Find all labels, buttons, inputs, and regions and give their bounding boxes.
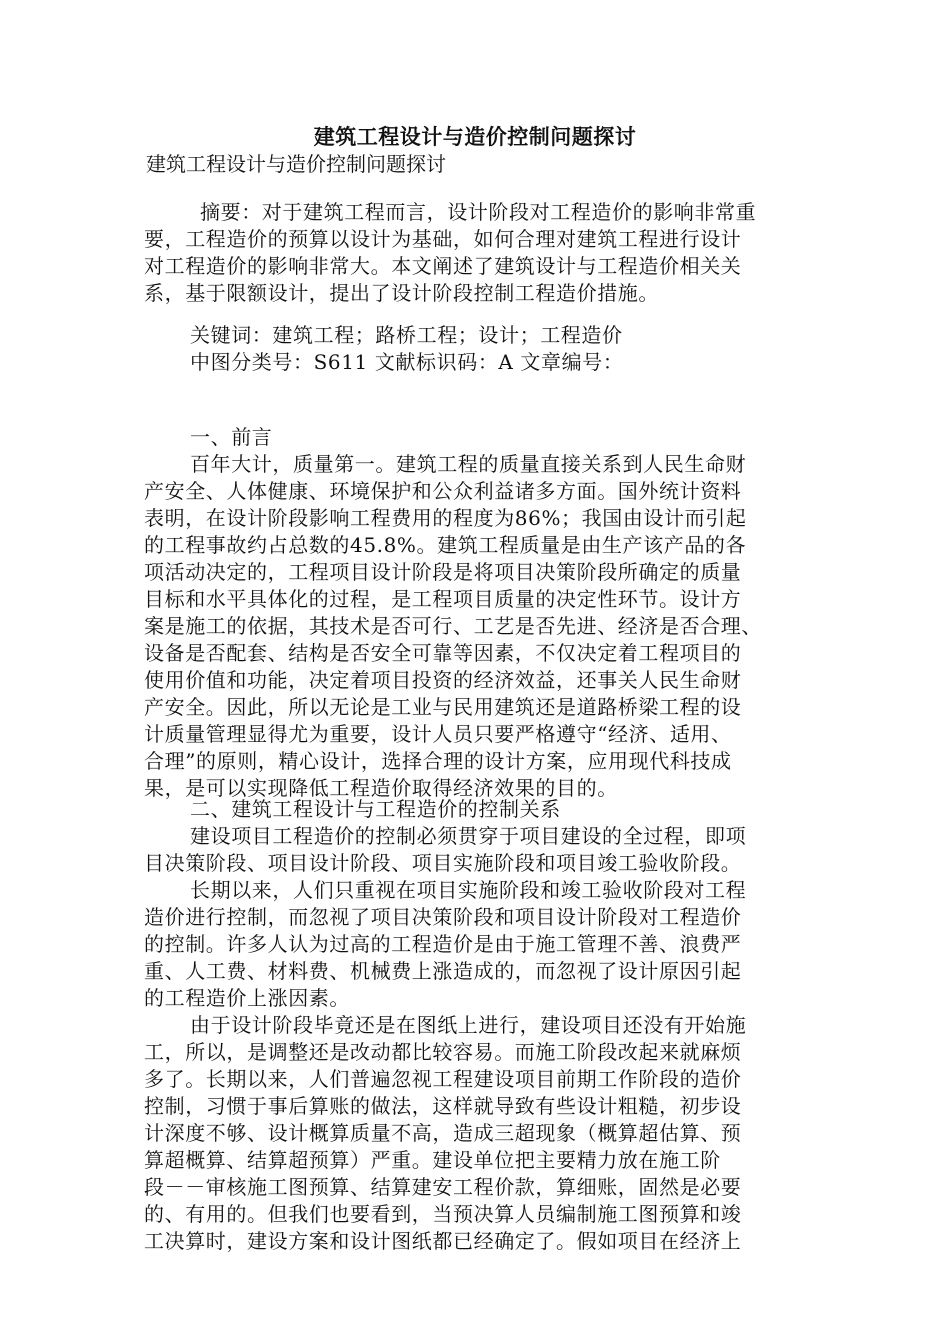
abstract	[144, 199, 806, 307]
paragraph-line: 设备是否配套、结构是否安全可靠等因素，不仅决定着工程项目的	[144, 641, 742, 665]
document-title: 建筑工程设计与造价控制问题探讨	[313, 124, 637, 149]
abstract-line: 对工程造价的影响非常大。本文阐述了建筑设计与工程造价相关关	[144, 254, 742, 278]
paragraph-line: 合理”的原则，精心设计，选择合理的设计方案，应用现代科技成	[144, 749, 732, 773]
paragraph-line: 果，是可以实现降低工程造价取得经济效果的目的。	[144, 776, 618, 800]
abstract-line: 系，基于限额设计，提出了设计阶段控制工程造价措施。	[144, 281, 659, 305]
paragraph-line: 百年大计，质量第一。建筑工程的质量直接关系到人民生命财	[190, 452, 747, 476]
paragraph-line: 产安全、人体健康、环境保护和公众利益诸多方面。国外统计资料	[144, 479, 742, 503]
paragraph-line: 案是施工的依据，其技术是否可行、工艺是否先进、经济是否合理、	[144, 614, 762, 638]
paragraph-line: 产安全。因此，所以无论是工业与民用建筑还是道路桥梁工程的设	[144, 695, 742, 719]
paragraph-line: 控制，习惯于事后算账的做法，这样就导致有些设计粗糙，初步设	[144, 1094, 742, 1118]
paragraph-line: 的、有用的。但我们也要看到，当预决算人员编制施工图预算和竣	[144, 1202, 742, 1226]
paragraph-line: 由于设计阶段毕竟还是在图纸上进行，建设项目还没有开始施	[190, 1013, 747, 1037]
paragraph-line: 造价进行控制，而忽视了项目决策阶段和项目设计阶段对工程造价	[144, 905, 742, 929]
paragraph-line: 工，所以，是调整还是改动都比较容易。而施工阶段改起来就麻烦	[144, 1040, 742, 1064]
keywords: 关键词：建筑工程；路桥工程；设计；工程造价	[190, 323, 623, 347]
paragraph-line: 目决策阶段、项目设计阶段、项目实施阶段和项目竣工验收阶段。	[144, 851, 742, 875]
paragraph-line: 多了。长期以来，人们普遍忽视工程建设项目前期工作阶段的造价	[144, 1067, 742, 1091]
paragraph-line: 算超概算、结算超预算）严重。建设单位把主要精力放在施工阶	[144, 1148, 721, 1172]
metadata-block	[144, 322, 806, 376]
paragraph-line: 项活动决定的，工程项目设计阶段是将项目决策阶段所确定的质量	[144, 560, 742, 584]
paragraph-line: 重、人工费、材料费、机械费上涨造成的，而忽视了设计原因引起	[144, 959, 742, 983]
paragraph-line: 计深度不够、设计概算质量不高，造成三超现象（概算超估算、预	[144, 1121, 742, 1145]
section-design-cost-relation	[144, 796, 806, 1255]
paragraph-line: 的工程事故约占总数的45.8%。建筑工程质量是由生产该产品的各	[144, 533, 747, 557]
paragraph-line: 的工程造价上涨因素。	[144, 986, 350, 1010]
classification-info: 中图分类号：S611 文献标识码：A 文章编号：	[190, 350, 624, 374]
paragraph-line: 表明，在设计阶段影响工程费用的程度为86%；我国由设计而引起	[144, 506, 747, 530]
paragraph-line: 计质量管理显得尤为重要，设计人员只要严格遵守“经济、适用、	[144, 722, 732, 746]
abstract-line: 摘要：对于建筑工程而言，设计阶段对工程造价的影响非常重	[200, 200, 757, 224]
paragraph-line: 使用价值和功能，决定着项目投资的经济效益，还事关人民生命财	[144, 668, 742, 692]
paragraph-line: 目标和水平具体化的过程，是工程项目质量的决定性环节。设计方	[144, 587, 742, 611]
paragraph-line: 长期以来，人们只重视在项目实施阶段和竣工验收阶段对工程	[190, 878, 747, 902]
abstract-line: 要，工程造价的预算以设计为基础，如何合理对建筑工程进行设计	[144, 227, 742, 251]
section-heading: 二、建筑工程设计与工程造价的控制关系	[190, 797, 561, 821]
section-heading: 一、前言	[190, 425, 273, 449]
paragraph-line: 的控制。许多人认为过高的工程造价是由于施工管理不善、浪费严	[144, 932, 742, 956]
document-subtitle: 建筑工程设计与造价控制问题探讨	[146, 152, 446, 176]
section-introduction	[144, 424, 806, 802]
paragraph-line: 段－－审核施工图预算、结算建安工程价款，算细账，固然是必要	[144, 1175, 742, 1199]
paragraph-line: 建设项目工程造价的控制必须贯穿于项目建设的全过程，即项	[190, 824, 747, 848]
paragraph-line: 工决算时，建设方案和设计图纸都已经确定了。假如项目在经济上	[144, 1229, 742, 1253]
